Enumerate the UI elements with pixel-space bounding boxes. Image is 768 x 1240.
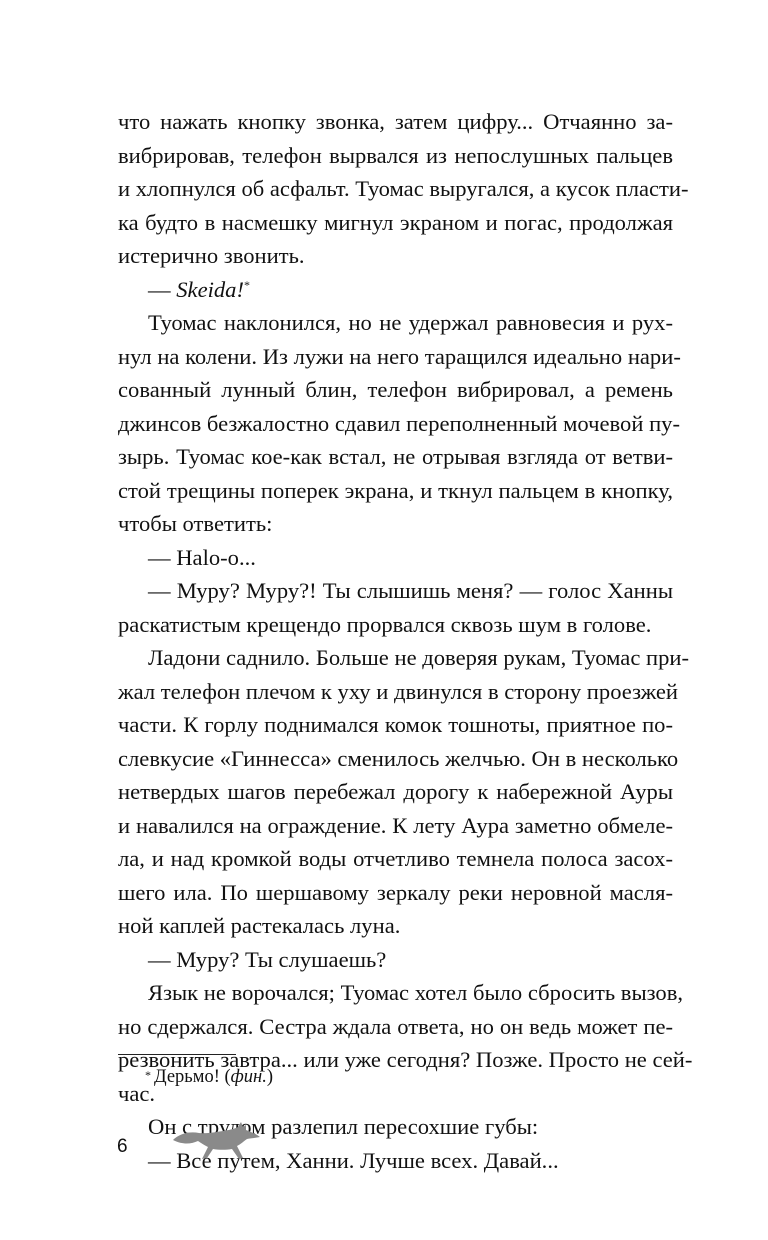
- text-line: резвонить завтра... или уже сегодня? Позже. Просто не сей-: [118, 1047, 693, 1072]
- text-line: зырь. Туомас кое-как встал, не отрывая взгляда от ветви-: [118, 444, 673, 469]
- dialogue-line: — Все путем, Ханни. Лучше всех. Давай...: [148, 1147, 559, 1173]
- dialogue-line: — Halo-o...: [148, 544, 256, 570]
- footnote-divider: [118, 1054, 236, 1055]
- page-number: 6: [117, 1136, 128, 1157]
- dialogue-line: — Муру? Ты слушаешь?: [148, 946, 387, 972]
- text-line: сованный лунный блин, телефон вибрировал, а ремень: [118, 377, 673, 402]
- footnote-text: Дерьмо! (: [154, 1067, 231, 1087]
- foreign-word: Skeida!: [176, 276, 244, 302]
- footnote-marker: *: [145, 1068, 151, 1082]
- text-line: но сдержался. Сестра ждала ответа, но он ведь может пе-: [118, 1013, 673, 1039]
- text-line: шего ила. По шершавому зеркалу реки неровной масля-: [118, 879, 673, 905]
- main-text: [118, 105, 693, 1177]
- text-line: и навалился на ограждение. К лету Аура заметно обмеле-: [118, 812, 673, 838]
- dialogue-line: [118, 273, 673, 307]
- text-line: что нажать кнопку звонка, затем цифру... Отчаянно за-: [118, 109, 673, 134]
- text-line: ной каплей растекалась луна.: [118, 913, 401, 938]
- text-line: час.: [118, 1080, 156, 1106]
- text-line: нетвердых шагов перебежал дорогу к набережной Ауры: [118, 779, 673, 804]
- text-line: вибрировав, телефон вырвался из непослушных пальцев: [118, 142, 673, 168]
- text-line: ка будто в насмешку мигнул экраном и погас, продолжая: [118, 209, 673, 235]
- dialogue-dash: —: [148, 276, 177, 302]
- footnote-language: фин.: [230, 1067, 267, 1087]
- text-line: джинсов безжалостно сдавил переполненный мочевой пу-: [118, 410, 680, 436]
- footnote-close: ): [266, 1067, 274, 1087]
- running-fox-icon: [171, 1116, 261, 1166]
- text-line: части. К горлу поднимался комок тошноты, приятное по-: [118, 712, 673, 737]
- text-line: ла, и над кромкой воды отчетливо темнела полоса засох-: [118, 846, 673, 871]
- text-line: Язык не ворочался; Туомас хотел было сбросить вызов,: [148, 980, 684, 1005]
- text-line: жал телефон плечом к уху и двинулся в сторону проезжей: [118, 678, 679, 704]
- text-line: стой трещины поперек экрана, и ткнул пальцем в кнопку,: [118, 477, 673, 503]
- text-line: и хлопнулся об асфальт. Туомас выругался, а кусок пласти-: [118, 176, 689, 201]
- text-line: раскатистым крещендо прорвался сквозь шум в голове.: [118, 611, 652, 637]
- text-line: слевкусие «Гиннесса» сменилось желчью. Он в несколько: [118, 745, 679, 771]
- text-line: нул на колени. Из лужи на него таращился идеально нари-: [118, 343, 681, 369]
- text-line: Туомас наклонился, но не удержал равновесия и рух-: [148, 310, 673, 335]
- dialogue-line: — Муру? Муру?! Ты слышишь меня? — голос Ханны: [148, 578, 673, 603]
- text-line: Ладони саднило. Больше не доверяя рукам, Туомас при-: [148, 645, 690, 670]
- text-line: истерично звонить.: [118, 243, 305, 268]
- footnote: [145, 1064, 273, 1090]
- footnote-marker: *: [244, 277, 250, 292]
- text-line: Он с трудом разлепил пересохшие губы:: [148, 1114, 539, 1139]
- text-line: чтобы ответить:: [118, 511, 273, 536]
